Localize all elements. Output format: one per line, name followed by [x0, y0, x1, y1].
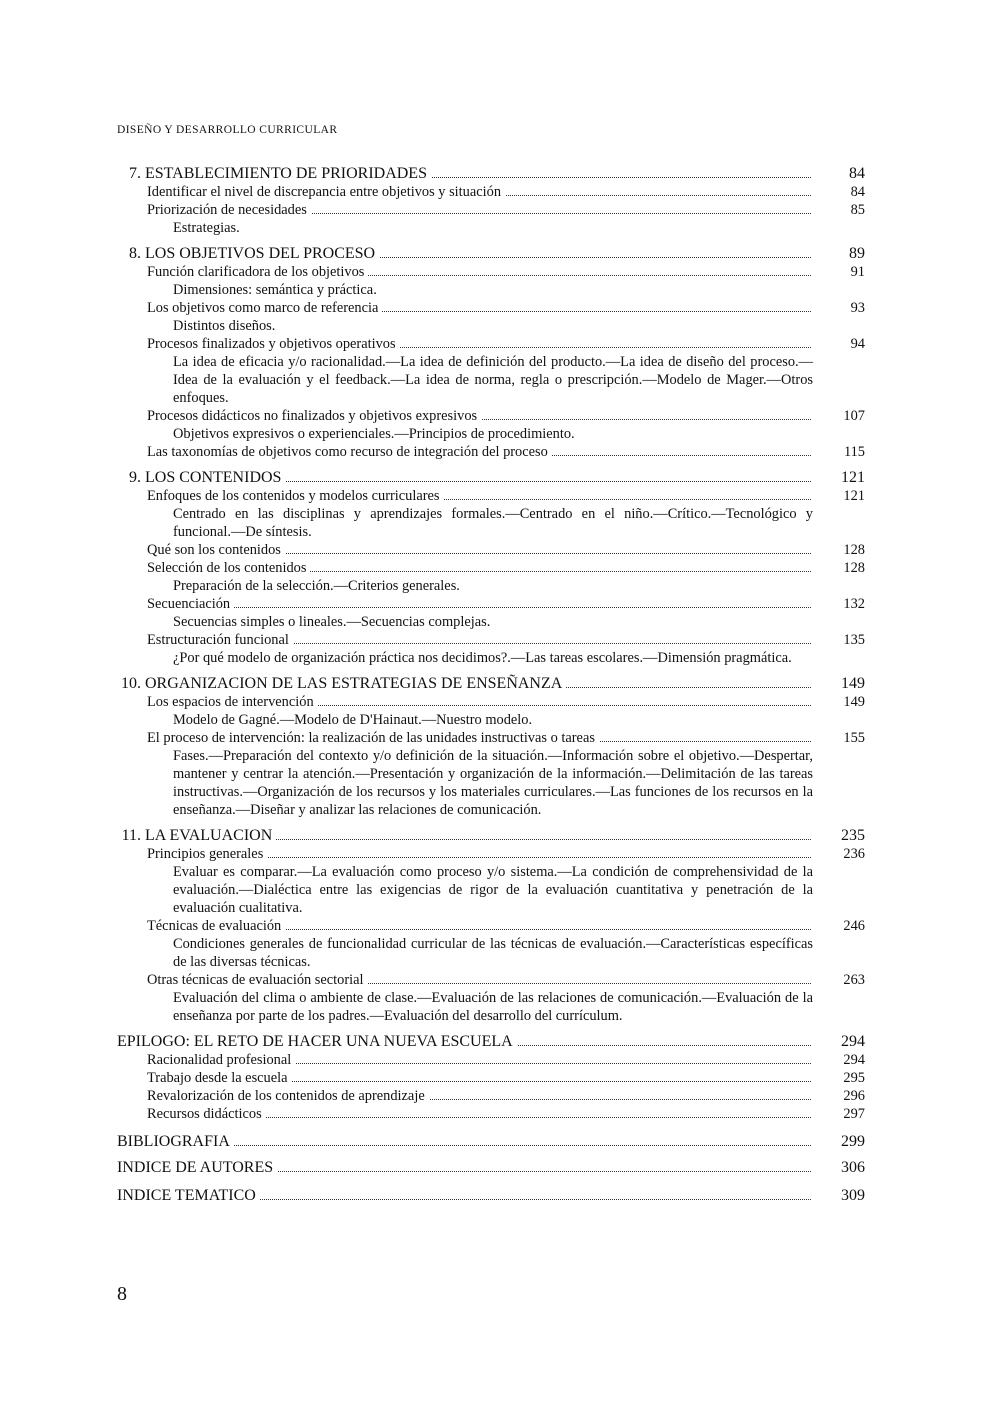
section-description: Distintos diseños.	[173, 318, 276, 334]
section-description: La idea de eficacia y/o racionalidad.—La idea de definición del producto.—La idea de diseño del proceso.—Idea de la evaluación y el feedback.—La idea de norma, regla o prescripción.—Modelo de Mager.—Otros enfoques.	[173, 354, 813, 406]
section-description: Evaluar es comparar.—La evaluación como proceso y/o sistema.—La condición de comprehensividad de la evaluación.—Dialéctica entre las exigencias de rigor de la evaluación cuantitativa y penetración de la evaluación cualitativa.	[173, 864, 813, 916]
section-description: Centrado en las disciplinas y aprendizajes formales.—Centrado en el niño.—Crítico.—Tecnológico y funcional.—De síntesis.	[173, 506, 813, 540]
chapter-number: 7.	[129, 165, 141, 182]
page-number: 84	[825, 165, 865, 183]
toc-section	[117, 541, 865, 559]
section-description: Objetivos expresivos o experienciales.—Principios de procedimiento.	[173, 426, 575, 442]
page-number: 294	[825, 1051, 865, 1069]
toc-indice-tematico	[117, 1187, 865, 1205]
toc-chapter-10	[117, 675, 865, 693]
toc-section	[117, 263, 865, 281]
chapter-title: LOS OBJETIVOS DEL PROCESO	[145, 245, 379, 263]
section-description: Dimensiones: semántica y práctica.	[173, 282, 377, 298]
page-number: 263	[825, 971, 865, 989]
table-of-contents	[117, 165, 865, 1205]
page-number: 128	[825, 541, 865, 559]
toc-chapter-9	[117, 469, 865, 487]
toc-section	[117, 407, 865, 425]
toc-section	[117, 559, 865, 577]
page-number: 107	[825, 407, 865, 425]
toc-section	[117, 299, 865, 317]
page-number: 296	[825, 1087, 865, 1105]
toc-section	[117, 487, 865, 505]
page-number: 295	[825, 1069, 865, 1087]
page-number: 306	[825, 1159, 865, 1177]
page-number: 236	[825, 845, 865, 863]
section-title: Revalorización de los contenidos de aprendizaje	[147, 1087, 429, 1105]
section-title: Los espacios de intervención	[147, 693, 318, 711]
toc-section	[117, 1069, 865, 1087]
running-head: DISEÑO Y DESARROLLO CURRICULAR	[117, 124, 338, 136]
section-title: Las taxonomías de objetivos como recurso de integración del proceso	[147, 443, 552, 461]
dot-leader	[147, 607, 811, 608]
toc-section	[117, 693, 865, 711]
section-description: ¿Por qué modelo de organización práctica nos decidimos?.—Las tareas escolares.—Dimensión pragmática.	[173, 650, 792, 666]
section-title: Trabajo desde la escuela	[147, 1069, 292, 1087]
chapter-number: 11.	[121, 827, 141, 844]
page-number: 294	[825, 1033, 865, 1051]
page-number: 235	[825, 827, 865, 845]
chapter-title: LOS CONTENIDOS	[145, 469, 285, 487]
toc-section	[117, 1051, 865, 1069]
toc-chapter-8	[117, 245, 865, 263]
chapter-number: 8.	[129, 245, 141, 262]
chapter-title: EPILOGO: EL RETO DE HACER UNA NUEVA ESCUELA	[117, 1033, 517, 1051]
chapter-number: 10.	[121, 675, 141, 692]
section-description: Secuencias simples o lineales.—Secuencias complejas.	[173, 614, 491, 630]
section-description: Preparación de la selección.—Criterios generales.	[173, 578, 460, 594]
toc-section	[117, 971, 865, 989]
toc-section	[117, 1105, 865, 1123]
toc-chapter-7	[117, 165, 865, 183]
toc-epilogo	[117, 1033, 865, 1051]
chapter-number: 9.	[129, 469, 141, 486]
page-number: 121	[825, 487, 865, 505]
section-title: Función clarificadora de los objetivos	[147, 263, 368, 281]
page-number: 149	[825, 693, 865, 711]
page-number: 85	[825, 201, 865, 219]
section-title: Priorización de necesidades	[147, 201, 311, 219]
toc-section	[117, 595, 865, 613]
page-number: 91	[825, 263, 865, 281]
toc-section	[117, 631, 865, 649]
page-number: 121	[825, 469, 865, 487]
section-title: Otras técnicas de evaluación sectorial	[147, 971, 368, 989]
chapter-title: LA EVALUACION	[145, 827, 276, 845]
page-number: 128	[825, 559, 865, 577]
section-title: Recursos didácticos	[147, 1105, 266, 1123]
section-title: Técnicas de evaluación	[147, 917, 285, 935]
chapter-title: INDICE TEMATICO	[117, 1187, 260, 1205]
section-title: Principios generales	[147, 845, 267, 863]
section-title: Los objetivos como marco de referencia	[147, 299, 382, 317]
toc-section	[117, 201, 865, 219]
toc-bibliografia	[117, 1133, 865, 1151]
chapter-title: ORGANIZACION DE LAS ESTRATEGIAS DE ENSEÑANZA	[145, 675, 566, 693]
toc-section	[117, 335, 865, 353]
page-number: 132	[825, 595, 865, 613]
dot-leader	[147, 1145, 811, 1146]
chapter-title: BIBLIOGRAFIA	[117, 1133, 234, 1151]
page-number: 115	[825, 443, 865, 461]
chapter-title: ESTABLECIMIENTO DE PRIORIDADES	[145, 165, 431, 183]
section-description: Evaluación del clima o ambiente de clase.—Evaluación de las relaciones de comunicación.—Evaluación de la enseñanza por parte de los padres.—Evaluación del desarrollo del currículum.	[173, 990, 813, 1024]
section-title: Racionalidad profesional	[147, 1051, 295, 1069]
toc-section	[117, 917, 865, 935]
page-number: 84	[825, 183, 865, 201]
page-number: 93	[825, 299, 865, 317]
section-title: Selección de los contenidos	[147, 559, 310, 577]
toc-section	[117, 845, 865, 863]
chapter-title: INDICE DE AUTORES	[117, 1159, 277, 1177]
section-title: Procesos didácticos no finalizados y objetivos expresivos	[147, 407, 481, 425]
page-number: 299	[825, 1133, 865, 1151]
toc-section	[117, 443, 865, 461]
page-number: 94	[825, 335, 865, 353]
section-title: El proceso de intervención: la realización de las unidades instructivas o tareas	[147, 729, 599, 747]
page-number: 297	[825, 1105, 865, 1123]
page-number: 309	[825, 1187, 865, 1205]
section-description: Condiciones generales de funcionalidad curricular de las técnicas de evaluación.—Características específicas de las diversas técnicas.	[173, 936, 813, 970]
section-title: Identificar el nivel de discrepancia entre objetivos y situación	[147, 183, 505, 201]
section-title: Enfoques de los contenidos y modelos curriculares	[147, 487, 444, 505]
page-number: 155	[825, 729, 865, 747]
toc-chapter-11	[117, 827, 865, 845]
page-number: 135	[825, 631, 865, 649]
section-title: Secuenciación	[147, 595, 234, 613]
toc-indice-autores	[117, 1159, 865, 1177]
toc-section	[117, 183, 865, 201]
page-number: 89	[825, 245, 865, 263]
section-title: Qué son los contenidos	[147, 541, 285, 559]
toc-section	[117, 729, 865, 747]
section-title: Estructuración funcional	[147, 631, 293, 649]
section-description: Modelo de Gagné.—Modelo de D'Hainaut.—Nuestro modelo.	[173, 712, 533, 728]
page-number: 149	[825, 675, 865, 693]
page-folio: 8	[117, 1283, 127, 1305]
toc-section	[117, 1087, 865, 1105]
page-number: 246	[825, 917, 865, 935]
section-description: Fases.—Preparación del contexto y/o definición de la situación.—Información sobre el objetivo.—Despertar, mantener y centrar la atención.—Presentación y organización de la información.—Delimitación de las tareas instructivas.—Organización de los recursos y los materiales curriculares.—Las funciones de los recursos en la enseñanza.—Diseñar y analizar las relaciones de comunicación.	[173, 748, 813, 818]
section-title: Procesos finalizados y objetivos operativos	[147, 335, 400, 353]
section-description: Estrategias.	[173, 220, 240, 236]
